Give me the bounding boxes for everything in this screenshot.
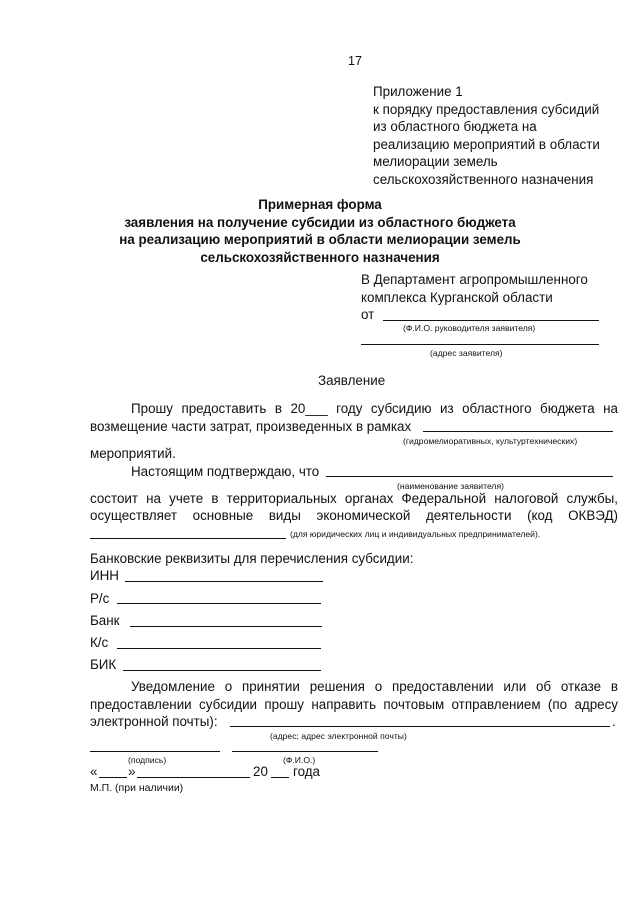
appendix-line: мелиорации земель <box>373 154 498 169</box>
p2-line-b: состоит на учете в территориальных органах Федеральной налоговой службы, <box>90 491 618 506</box>
heading-line: заявления на получение субсидии из областного бюджета <box>124 214 516 230</box>
date-year-suffix: года <box>293 764 321 779</box>
date-year-prefix: 20 <box>253 764 268 779</box>
appendix-title: Приложение 1 <box>373 84 463 99</box>
bik-field-line[interactable] <box>123 670 321 671</box>
address-hint: (адрес заявителя) <box>430 348 503 358</box>
notice-period: . <box>612 714 616 729</box>
bank-field-line[interactable] <box>130 626 322 627</box>
date-day-field[interactable] <box>99 777 127 778</box>
stamp-note: М.П. (при наличии) <box>90 782 184 794</box>
date-year-field[interactable] <box>271 777 289 778</box>
applicant-name-hint: (наименование заявителя) <box>397 481 504 491</box>
okved-field-line[interactable] <box>90 538 286 539</box>
heading-line: Примерная форма <box>258 197 382 212</box>
addressee-line2: комплекса Курганской области <box>361 290 553 305</box>
notice-address-field-line[interactable] <box>230 726 610 727</box>
heading-line: на реализацию мероприятий в области мелиорации земель <box>119 232 521 247</box>
appendix-line: из областного бюджета на <box>373 119 537 134</box>
fio-field-line[interactable] <box>383 320 599 321</box>
applicant-name-field-line[interactable] <box>326 476 613 477</box>
measures-field-line[interactable] <box>423 431 613 432</box>
signature-field-line[interactable] <box>90 751 220 752</box>
bank-field-label-inn: ИНН <box>90 568 119 583</box>
bank-field-label-corr: К/с <box>90 635 109 650</box>
addressee-from: от <box>361 307 375 322</box>
date-close-quote: » <box>128 764 136 779</box>
date-open-quote: « <box>90 764 98 779</box>
notice-line-1: Уведомление о принятии решения о предоставлении или об отказе в <box>131 679 618 694</box>
bank-field-label-bank: Банк <box>90 613 120 628</box>
bank-field-label-bik: БИК <box>90 657 117 672</box>
page-number: 17 <box>348 54 363 68</box>
corr-account-field-line[interactable] <box>117 648 321 649</box>
p1-line-c: мероприятий. <box>90 446 176 461</box>
signer-fio-hint: (Ф.И.О.) <box>283 755 316 765</box>
p2-line-c: осуществляет основные виды экономической деятельности (код ОКВЭД) <box>90 508 618 523</box>
measures-hint: (гидромелиоративных, культуртехнических) <box>403 436 578 446</box>
form-heading <box>80 196 560 266</box>
doc-title: Заявление <box>318 373 386 388</box>
notice-line-2: предоставлении субсидии прошу направить почтовым отправлением (по адресу <box>90 697 618 712</box>
addressee-line1: В Департамент агропромышленного <box>361 272 588 287</box>
appendix-block <box>373 83 600 188</box>
fio-hint: (Ф.И.О. руководителя заявителя) <box>403 323 536 333</box>
signature-hint: (подпись) <box>128 755 167 765</box>
appendix-line: реализацию мероприятий в области <box>373 136 600 152</box>
date-month-field[interactable] <box>137 777 250 778</box>
signer-fio-field-line[interactable] <box>232 751 378 752</box>
appendix-line: к порядку предоставления субсидий <box>373 101 600 117</box>
bank-field-label-account: Р/с <box>90 591 110 606</box>
account-field-line[interactable] <box>117 603 321 604</box>
p1-line-b: возмещение части затрат, произведенных в рамках <box>90 419 412 434</box>
okved-hint: (для юридических лиц и индивидуальных предпринимателей). <box>290 529 541 539</box>
p2-line-a: Настоящим подтверждаю, что <box>131 464 320 479</box>
inn-field-line[interactable] <box>125 581 323 582</box>
notice-hint: (адрес; адрес электронной почты) <box>270 731 407 741</box>
address-field-line[interactable] <box>361 344 599 345</box>
bank-title: Банковские реквизиты для перечисления субсидии: <box>90 551 414 566</box>
appendix-line: сельскохозяйственного назначения <box>373 171 594 187</box>
notice-line-3: электронной почты): <box>90 714 218 729</box>
heading-line: сельскохозяйственного назначения <box>200 249 440 265</box>
p1-line-a: Прошу предоставить в 20___ году субсидию из областного бюджета на <box>131 401 618 416</box>
